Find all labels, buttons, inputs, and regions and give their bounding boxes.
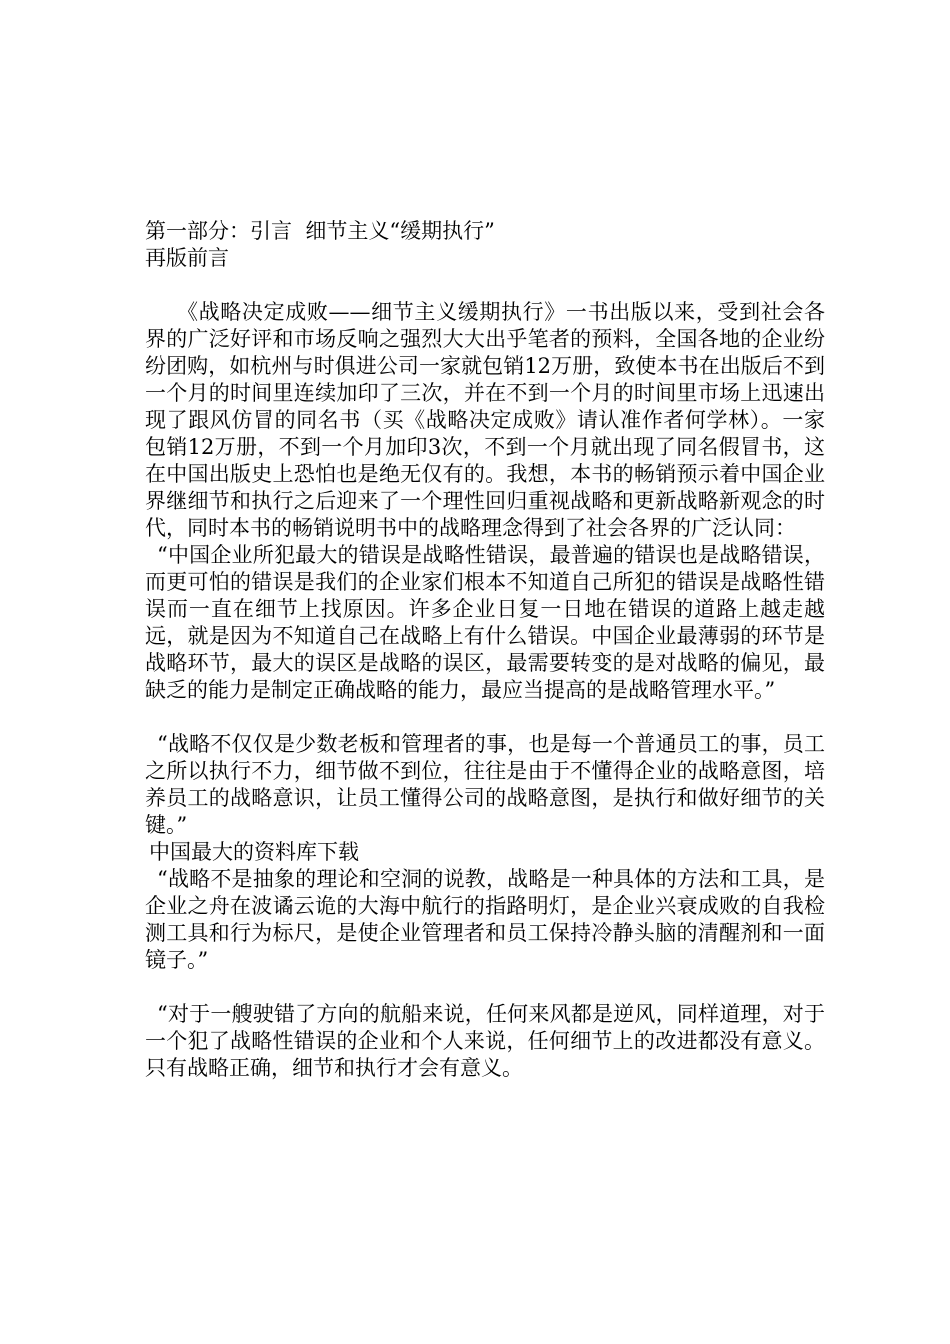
source-note: 中国最大的资料库下载 [149, 840, 359, 864]
spacer [145, 704, 825, 731]
spacer [145, 974, 825, 1001]
quote-paragraph-3: “战略不是抽象的理论和空洞的说教，战略是一种具体的方法和工具，是企业之舟在波谲云诡的大海中航行的指路明灯，是企业兴衰成败的自我检测工具和行为标尺，是使企业管理者和员工保持冷静头脑的清醒剂和一面镜子。” [145, 867, 825, 972]
section-title: 再版前言 [145, 246, 229, 270]
quote-paragraph-4: “对于一艘驶错了方向的航船来说，任何来风都是逆风，同样道理，对于一个犯了战略性错误的企业和个人来说，任何细节上的改进都没有意义。只有战略正确，细节和执行才会有意义。 [145, 1002, 825, 1080]
part-title: 第一部分：引言 细节主义“缓期执行” [145, 219, 495, 243]
document-page [145, 218, 825, 1082]
quote-paragraph-1: “中国企业所犯最大的错误是战略性错误，最普遍的错误也是战略错误，而更可怕的错误是我们的企业家们根本不知道自己所犯的错误是战略性错误而一直在细节上找原因。许多企业日复一日地在错误的道路上越走越远，就是因为不知道自己在战略上有什么错误。中国企业最薄弱的环节是战略环节，最大的误区是战略的误区，最需要转变的是对战略的偏见，最缺乏的能力是制定正确战略的能力，最应当提高的是战略管理水平。” [145, 543, 825, 702]
intro-paragraph: 《战略决定成败——细节主义缓期执行》一书出版以来，受到社会各界的广泛好评和市场反响之强烈大大出乎笔者的预料，全国各地的企业纷纷团购，如杭州与时俱进公司一家就包销12万册，致使本书在出版后不到一个月的时间里连续加印了三次，并在不到一个月的时间里市场上迅速出现了跟风仿冒的同名书（买《战略决定成败》请认准作者何学林）。一家包销12万册，不到一个月加印3次，不到一个月就出现了同名假冒书，这在中国出版史上恐怕也是绝无仅有的。我想，本书的畅销预示着中国企业界继细节和执行之后迎来了一个理性回归重视战略和更新战略新观念的时代，同时本书的畅销说明书中的战略理念得到了社会各界的广泛认同： [145, 300, 825, 540]
quote-paragraph-2: “战略不仅仅是少数老板和管理者的事，也是每一个普通员工的事，员工之所以执行不力，细节做不到位，往往是由于不懂得企业的战略意图，培养员工的战略意识，让员工懂得公司的战略意图，是执行和做好细节的关键。” [145, 732, 825, 837]
spacer [145, 272, 825, 299]
